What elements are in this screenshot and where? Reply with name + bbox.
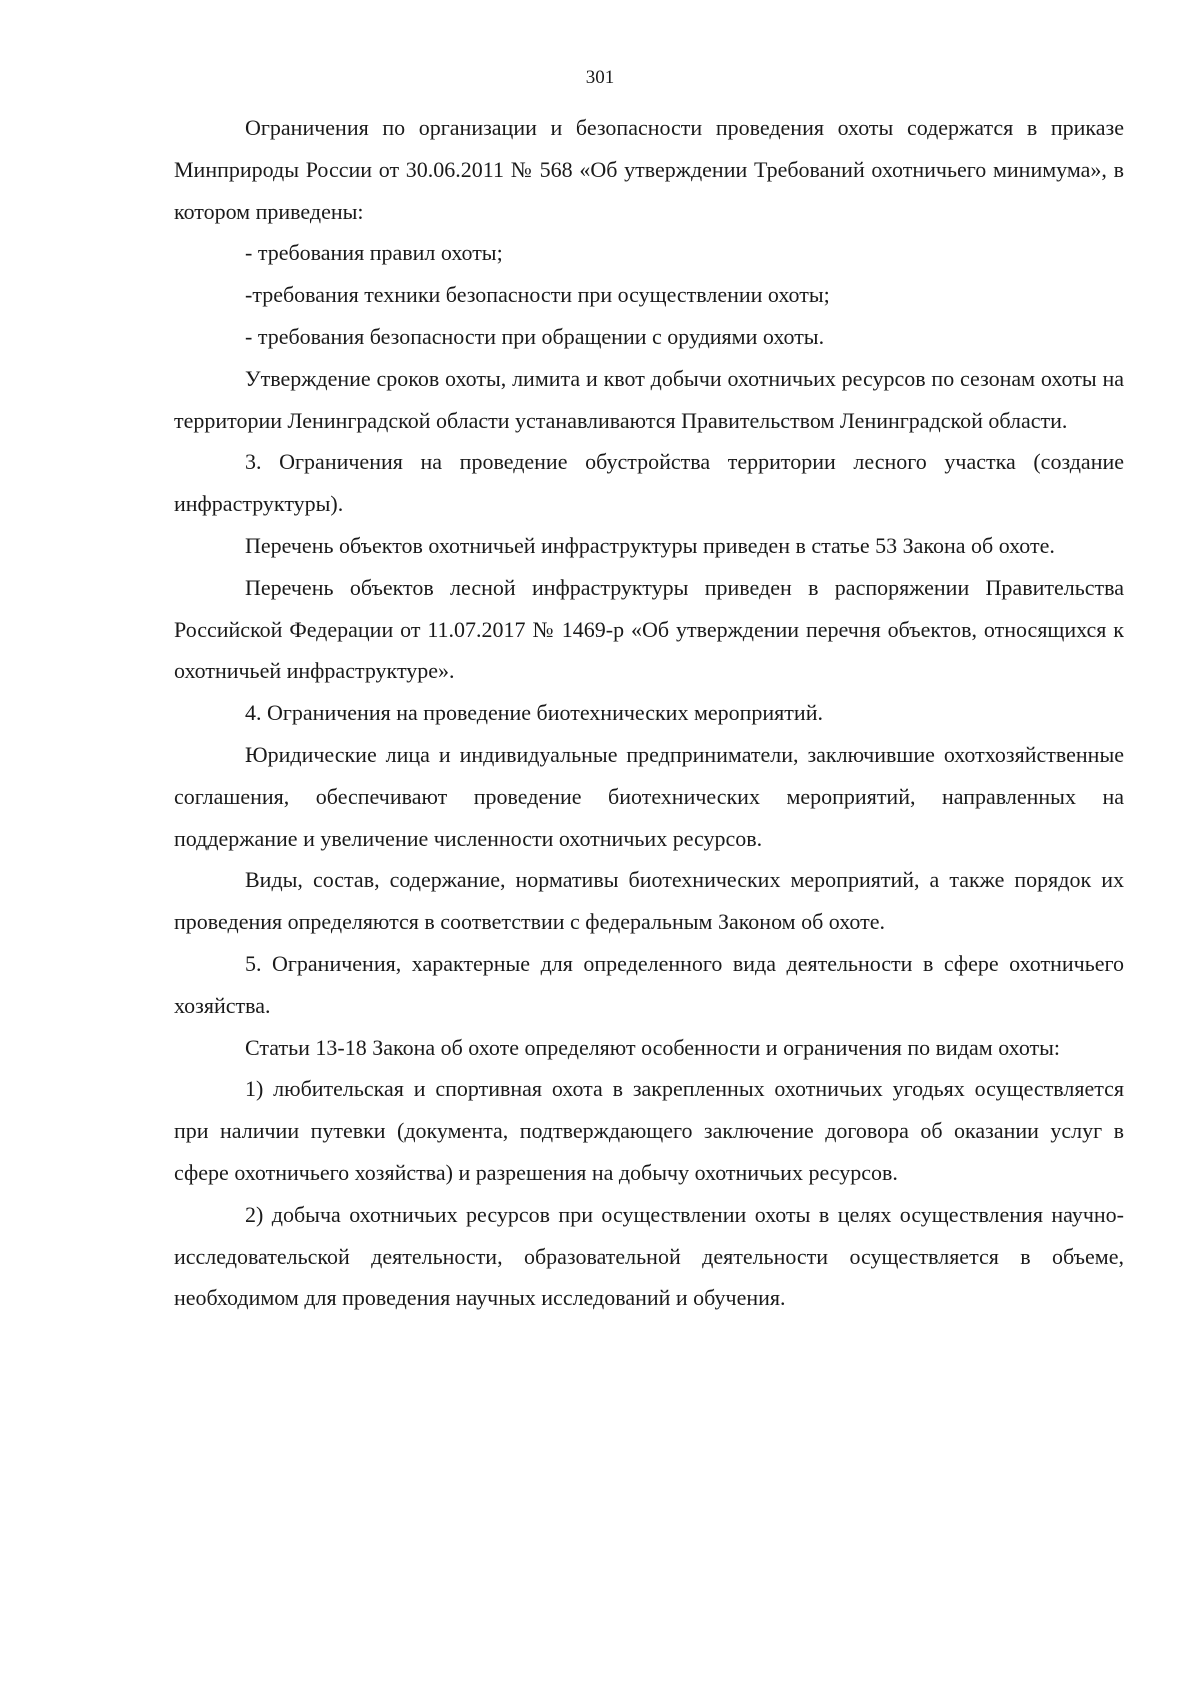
page-number: 301 bbox=[585, 67, 615, 88]
paragraph-3: -требования техники безопасности при осуществлении охоты; bbox=[245, 282, 830, 308]
paragraph-5: Утверждение сроков охоты, лимита и квот добычи охотничьих ресурсов по сезонам охоты на территории Ленинградской области устанавливаются Правительством Ленинградской области. bbox=[174, 365, 1124, 433]
paragraph-12: 5. Ограничения, характерные для определенного вида деятельности в сфере охотничьего хозяйства. bbox=[174, 950, 1124, 1018]
paragraph-10: Юридические лица и индивидуальные предприниматели, заключившие охотхозяйственные соглашения, обеспечивают проведение биотехнических мероприятий, направленных на поддержание и увеличение численности охотничьих ресурсов. bbox=[174, 741, 1124, 851]
paragraph-4: - требования безопасности при обращении с орудиями охоты. bbox=[245, 323, 825, 349]
paragraph-2: - требования правил охоты; bbox=[245, 240, 503, 266]
paragraph-8: Перечень объектов лесной инфраструктуры приведен в распоряжении Правительства Российской Федерации от 11.07.2017 № 1469-р «Об утверждении перечня объектов, относящихся к охотничьей инфраструктуре». bbox=[174, 574, 1124, 684]
paragraph-1: Ограничения по организации и безопасности проведения охоты содержатся в приказе Минприроды России от 30.06.2011 № 568 «Об утверждении Требований охотничьего минимума», в котором приведены: bbox=[174, 115, 1124, 224]
paragraph-11: Виды, состав, содержание, нормативы биотехнических мероприятий, а также порядок их проведения определяются в соответствии с федеральным Законом об охоте. bbox=[174, 867, 1124, 935]
paragraph-7: Перечень объектов охотничьей инфраструктуры приведен в статье 53 Закона об охоте. bbox=[245, 532, 1055, 558]
paragraph-14: 1) любительская и спортивная охота в закрепленных охотничьих угодьях осуществляется при наличии путевки (документа, подтверждающего заключение договора об оказании услуг в сфере охотничьего хозяйства) и разрешения на добычу охотничьих ресурсов. bbox=[174, 1076, 1124, 1185]
document-body bbox=[174, 107, 1124, 1319]
paragraph-15: 2) добыча охотничьих ресурсов при осуществлении охоты в целях осуществления научно-исследовательской деятельности, образовательной деятельности осуществляется в объеме, необходимом для проведения научных исследований и обучения. bbox=[174, 1201, 1124, 1311]
paragraph-13: Статьи 13-18 Закона об охоте определяют особенности и ограничения по видам охоты: bbox=[245, 1034, 1061, 1060]
paragraph-6: 3. Ограничения на проведение обустройства территории лесного участка (создание инфраструктуры). bbox=[174, 449, 1124, 517]
paragraph-9: 4. Ограничения на проведение биотехнических мероприятий. bbox=[245, 700, 823, 726]
